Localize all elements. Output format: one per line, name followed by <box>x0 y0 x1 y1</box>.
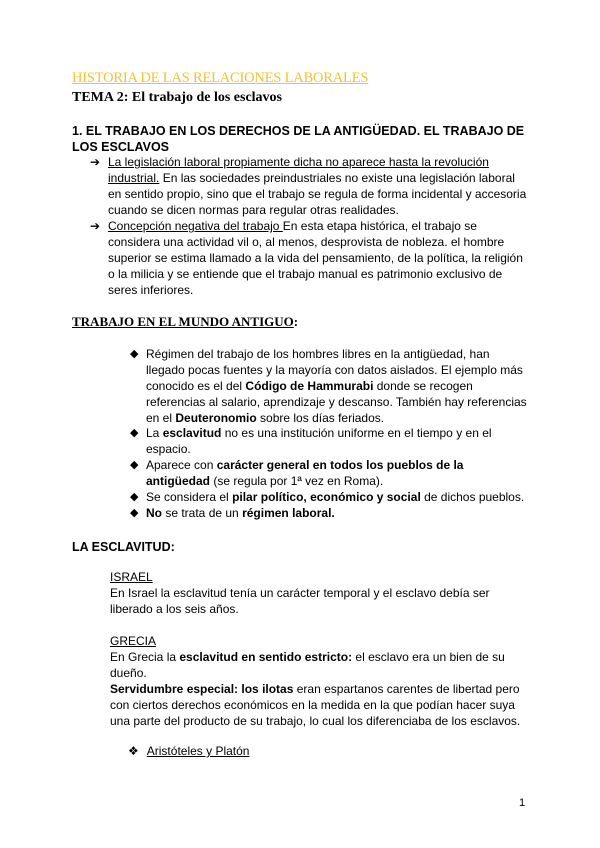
list-item: ◆ Se considera el pilar político, económico y social de dichos pueblos. <box>130 490 525 504</box>
diamond-bullet-icon: ◆ <box>130 427 139 439</box>
list-item <box>90 154 530 218</box>
sub-list-item <box>128 744 249 758</box>
section1-heading: 1. EL TRABAJO EN LOS DERECHOS DE LA ANTIGÜEDAD. EL TRABAJO DE LOS ESCLAVOS <box>72 124 525 154</box>
israel-block <box>110 569 530 617</box>
mundo-antiguo-heading-text: TRABAJO EN EL MUNDO ANTIGUO <box>72 314 294 329</box>
page-number: 1 <box>519 797 526 809</box>
four-petal-bullet-icon: ❖ <box>128 744 139 758</box>
israel-text: En Israel la esclavitud tenía un carácter temporal y el esclavo debía ser liberado a los seis años. <box>110 586 490 616</box>
item-underlined: La legislación laboral propiamente dicha no aparece hasta la revolución industrial. <box>108 155 489 185</box>
diamond-bullet-icon: ◆ <box>130 348 139 360</box>
grecia-paragraph-2: Servidumbre especial: los ilotas eran espartanos carentes de libertad pero con ciertos derechos económicos en la medida en la que podían hacer suya una parte del producto de su trabajo, lo cual los diferenciaba de los esclavos. <box>110 682 521 728</box>
sub-item-text: Aristóteles y Platón <box>146 744 250 758</box>
item-underlined: Concepción negativa del trabajo <box>108 219 283 233</box>
arrow-right-icon: ➔ <box>90 155 101 169</box>
list-item <box>90 218 530 298</box>
list-item: ◆ Régimen del trabajo de los hombres libres en la antigüedad, han llegado pocas fuentes y la mayoría con datos aislados. El ejemplo más conocido es el del Código de Hammurabi donde se recogen referencias al salario, aprendizaje y descanso. También hay referencias en el Deuteronomio sobre los días feriados. <box>130 347 527 425</box>
list-item: ◆ Aparece con carácter general en todos los pueblos de la antigüedad (se regula por 1ª vez en Roma). <box>130 458 464 488</box>
diamond-bullet-icon: ◆ <box>130 491 139 503</box>
esclavitud-heading: LA ESCLAVITUD: <box>72 540 175 554</box>
tema-heading: TEMA 2: El trabajo de los esclavos <box>72 90 282 105</box>
item-text: En las sociedades preindustriales no existe una legislación laboral en sentido propio, sino que el trabajo se regula de forma incidental y accesoria cuando se dicen normas para regular otras realidades. <box>108 171 527 217</box>
grecia-block <box>110 633 530 729</box>
diamond-bullet-icon: ◆ <box>130 507 139 519</box>
grecia-paragraph-1: En Grecia la esclavitud en sentido estricto: el esclavo era un bien de su dueño. <box>110 650 505 680</box>
mundo-antiguo-heading: TRABAJO EN EL MUNDO ANTIGUO: <box>72 314 299 329</box>
list-item: ◆ No se trata de un régimen laboral. <box>130 506 335 520</box>
arrow-right-icon: ➔ <box>90 219 101 233</box>
item-text: En esta etapa histórica, el trabajo se considera una actividad vil o, al menos, desprovista de nobleza. el hombre superior se estima llamado a la vida del pensamiento, de la política, la religión o la milicia y se entiende que el trabajo manual es patrimonio exclusivo de seres inferiores. <box>108 219 523 297</box>
document-title: HISTORIA DE LAS RELACIONES LABORALES <box>72 70 369 86</box>
list-item: ◆ La esclavitud no es una institución uniforme en el tiempo y en el espacio. <box>130 426 492 456</box>
diamond-bullet-icon: ◆ <box>130 459 139 471</box>
grecia-title: GRECIA <box>110 634 157 648</box>
israel-title: ISRAEL <box>110 570 153 584</box>
